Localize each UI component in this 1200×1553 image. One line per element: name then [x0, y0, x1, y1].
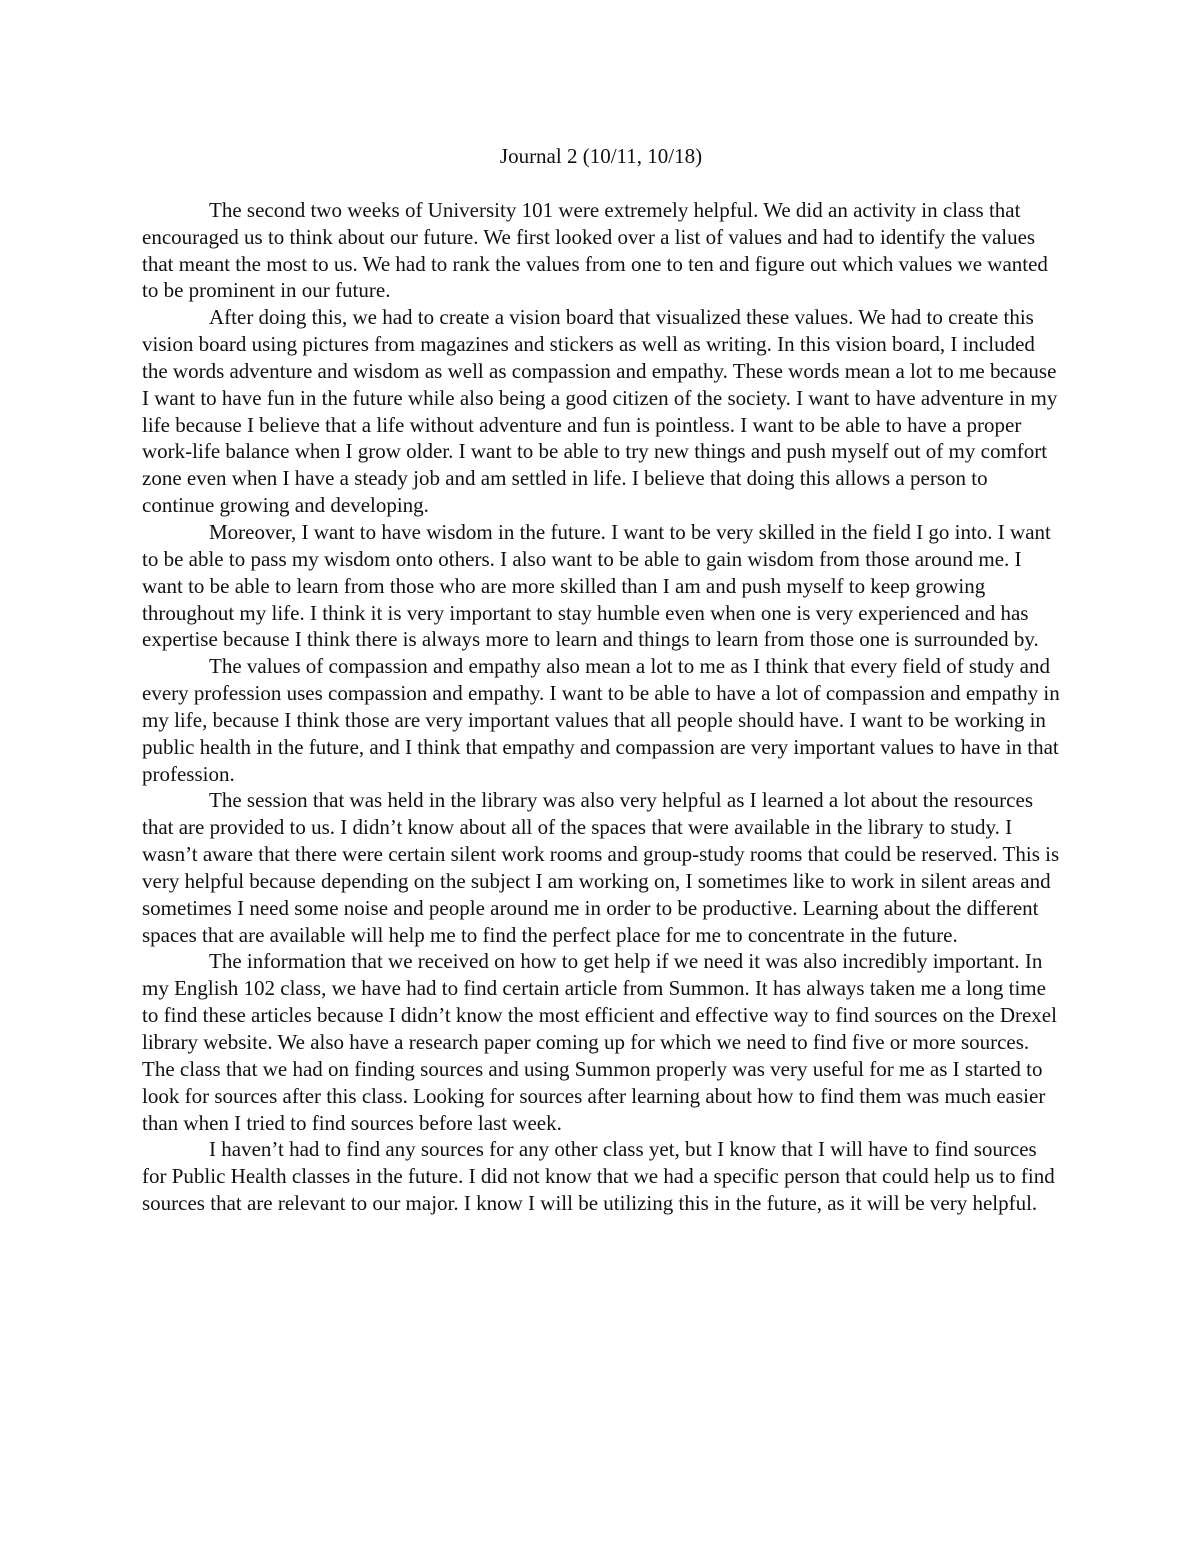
paragraph: After doing this, we had to create a vision board that visualized these values. We had to create this vision board using pictures from magazines and stickers as well as writing. In this vision board, I included the words adventure and wisdom as well as compassion and empathy. These words mean a lot to me because I want to have fun in the future while also being a good citizen of the society. I want to have adventure in my life because I believe that a life without adventure and fun is pointless. I want to be able to have a proper work-life balance when I grow older. I want to be able to try new things and push myself out of my comfort zone even when I have a steady job and am settled in life. I believe that doing this allows a person to continue growing and developing.	[142, 305, 1058, 518]
paragraph: The information that we received on how to get help if we need it was also incredibly important. In my English 102 class, we have had to find certain article from Summon. It has always taken me a long time to find these articles because I didn’t know the most efficient and effective way to find sources on the Drexel library website. We also have a research paper coming up for which we need to find five or more sources. The class that we had on finding sources and using Summon properly was very useful for me as I started to look for sources after this class. Looking for sources after learning about how to find them was much easier than when I tried to find sources before last week.	[142, 949, 1057, 1135]
document-body	[142, 143, 1060, 1217]
paragraph: I haven’t had to find any sources for any other class yet, but I know that I will have to find sources for Public Health classes in the future. I did not know that we had a specific person that could help us to find sources that are relevant to our major. I know I will be utilizing this in the future, as it will be very helpful.	[142, 1137, 1055, 1216]
paragraph: The session that was held in the library was also very helpful as I learned a lot about the resources that are provided to us. I didn’t know about all of the spaces that were available in the library to study. I wasn’t aware that there were certain silent work rooms and group-study rooms that could be reserved. This is very helpful because depending on the subject I am working on, I sometimes like to work in silent areas and sometimes I need some noise and people around me in order to be productive. Learning about the different spaces that are available will help me to find the perfect place for me to concentrate in the future.	[142, 788, 1060, 947]
paragraph: The second two weeks of University 101 were extremely helpful. We did an activity in class that encouraged us to think about our future. We first looked over a list of values and had to identify the values that meant the most to us. We had to rank the values from one to ten and figure out which values we wanted to be prominent in our future.	[142, 197, 1048, 303]
paragraph: The values of compassion and empathy also mean a lot to me as I think that every field of study and every profession uses compassion and empathy. I want to be able to have a lot of compassion and empathy in my life, because I think those are very important values that all people should have. I want to be working in public health in the future, and I think that empathy and compassion are very important values to have in that profession.	[142, 654, 1060, 786]
paragraph: Moreover, I want to have wisdom in the future. I want to be very skilled in the field I go into. I want to be able to pass my wisdom onto others. I also want to be able to gain wisdom from those around me. I want to be able to learn from those who are more skilled than I am and push myself to keep growing throughout my life. I think it is very important to stay humble even when one is very experienced and has expertise because I think there is always more to learn and things to learn from those one is surrounded by.	[142, 519, 1051, 652]
document-title: Journal 2 (10/11, 10/18)	[499, 144, 703, 168]
